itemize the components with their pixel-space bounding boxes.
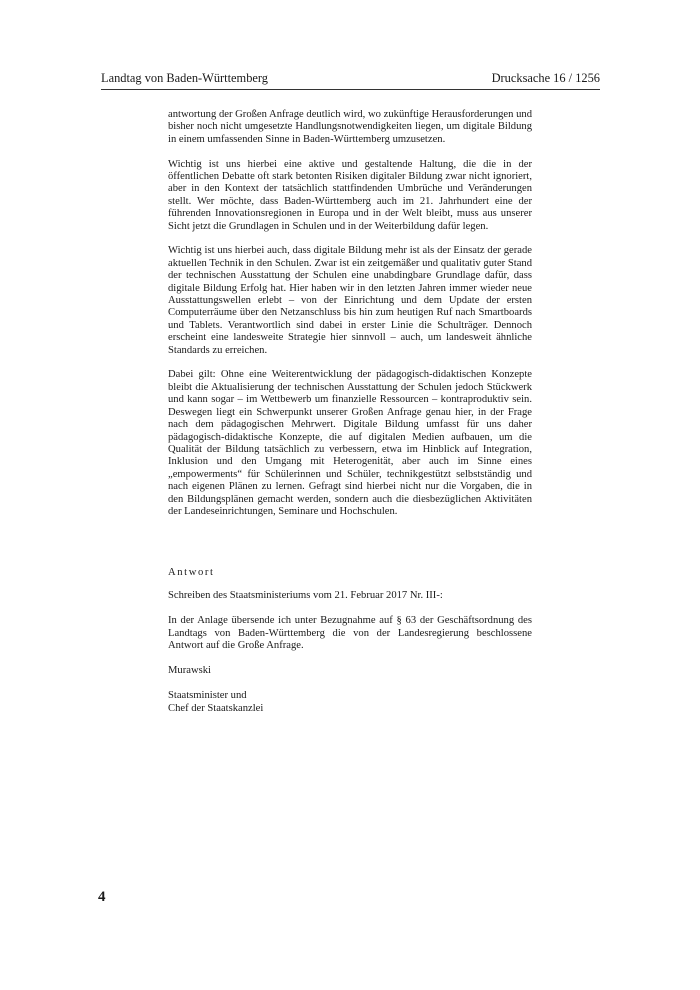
main-text (168, 109, 532, 531)
answer-heading: Antwort (168, 567, 215, 578)
page-header (101, 70, 600, 86)
answer-letter-reference: Schreiben des Staatsministeriums vom 21. Februar 2017 Nr. III-: (168, 590, 443, 602)
paragraph-2: Wichtig ist uns hierbei eine aktive und gestaltende Haltung, die die in der öffentlichen Debatte oft stark betonten Risiken digitaler Bildung zwar nicht ignoriert, aber in den Kontext der tatsächlich stattfindenden Umbrüche und Veränderungen stellt. Wer möchte, dass Baden-Württemberg auch im 21. Jahrhundert eine der führenden Innovationsregionen in Europa und in der Welt bleibt, muss aus unserer Sicht jetzt die Grundlagen in Schulen und in der Weiterbildung dafür legen. (168, 158, 532, 232)
signature-name: Murawski (168, 665, 211, 677)
answer-text: In der Anlage übersende ich unter Bezugnahme auf § 63 der Geschäftsordnung des Landtags von Baden-Württemberg die von der Landesregierung beschlossene Antwort auf die Große Anfrage. (168, 615, 532, 652)
page-number: 4 (98, 889, 106, 905)
paragraph-4: Dabei gilt: Ohne eine Weiterentwicklung der pädagogisch-didaktischen Konzepte bleibt die Aktualisierung der technischen Ausstattung der Schulen jedoch Stückwerk und kann sogar – im Wettbewerb um finanzielle Ressourcen – kontraproduktiv sein. Deswegen liegt ein Schwerpunkt unserer Großen Anfrage genau hier, in der Frage nach dem pädagogischen Mehrwert. Digitale Bildung umfasst für uns daher pädagogisch-didaktische Konzepte, die auf digitalen Medien aufbauen, um die Qualität der Bildung tatsächlich zu verbessern, etwa im Hinblick auf Integration, Inklusion und den Umgang mit Heterogenität, aber auch im Sinne eines „empowerments“ für Schülerinnen und Schüler, technikgestützt selbstständig und nach eigenen Plänen zu lernen. Gefragt sind hierbei nicht nur die Vorgaben, die in den Bildungsplänen gemacht werden, sondern auch die diesbezüglichen Aktivitäten der Landeseinrichtungen, Seminare und Hochschulen. (168, 369, 532, 517)
header-document-number: Drucksache 16 / 1256 (491, 71, 600, 85)
signature-title-line-1: Staatsminister und (168, 690, 247, 702)
header-divider (101, 89, 600, 90)
paragraph-1: antwortung der Großen Anfrage deutlich wird, wo zukünftige Herausforderungen und bisher noch nicht umgesetzte Handlungsnotwendigkeiten liegen, um digitale Bildung in einem umfassenden Sinne in Baden-Württemberg umzusetzen. (168, 109, 532, 145)
header-parliament-name: Landtag von Baden-Württemberg (101, 71, 268, 85)
signature-title-line-2: Chef der Staatskanzlei (168, 702, 264, 714)
answer-section (168, 567, 532, 715)
paragraph-3: Wichtig ist uns hierbei auch, dass digitale Bildung mehr ist als der Einsatz der gerade aktuellen Technik in den Schulen. Zwar ist ein zeitgemäßer und qualitativ guter Stand der technischen Ausstattung der Schulen eine unabdingbare Grundlage dafür, dass digitale Bildung Erfolg hat. Hier haben wir in den letzten Jahren immer wieder neue Ausstattungswellen erlebt – von der Einrichtung und dem Update der ersten Computerräume über den Netzanschluss bis hin zum heutigen Ruf nach Smartboards und Tablets. Verantwortlich sind dabei in erster Linie die Schulträger. Dennoch erscheint eine landesweite Strategie hier sinnvoll – auch, um landesweit ähnliche Standards zu erreichen. (168, 245, 532, 356)
